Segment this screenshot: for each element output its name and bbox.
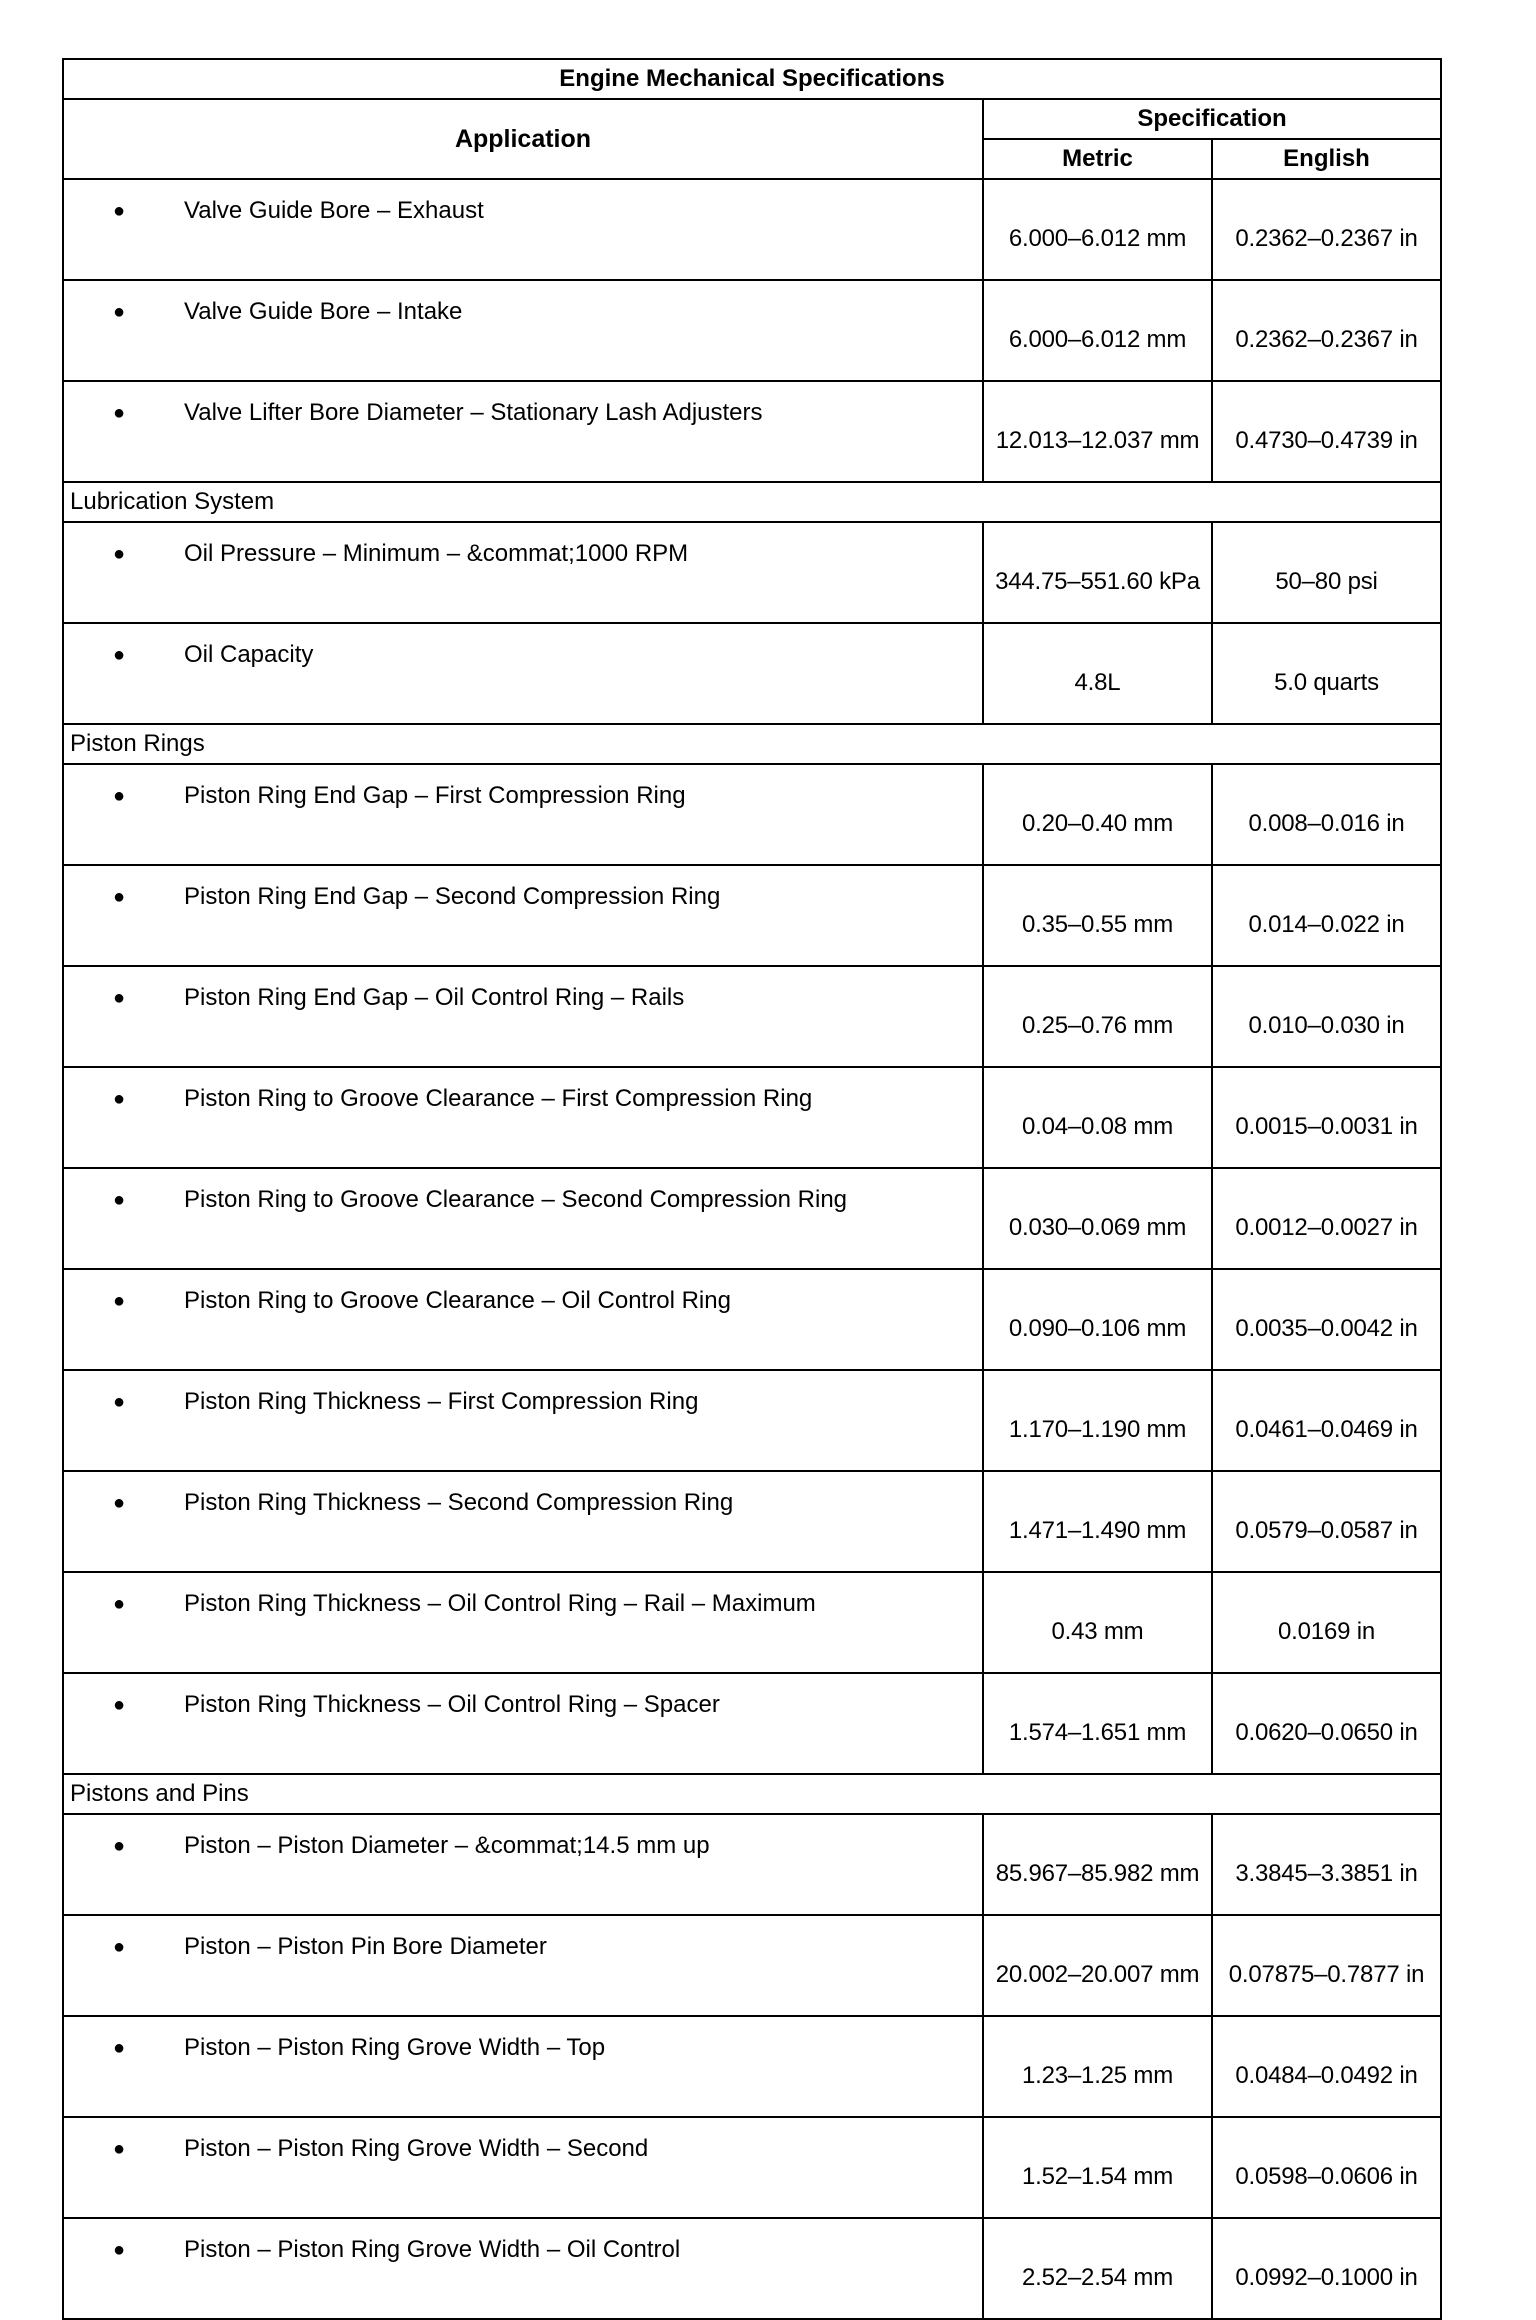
application-text: Piston – Piston Ring Grove Width – Second bbox=[184, 2135, 649, 2162]
metric-value: 0.04–0.08 mm bbox=[983, 1067, 1212, 1168]
bullet-icon: ● bbox=[112, 886, 126, 908]
application-text: Piston Ring Thickness – Oil Control Ring – Spacer bbox=[184, 1691, 720, 1718]
application-cell bbox=[63, 1915, 983, 2016]
english-value: 0.2362–0.2367 in bbox=[1212, 280, 1441, 381]
metric-header: Metric bbox=[983, 139, 1212, 179]
bullet-icon: ● bbox=[112, 301, 126, 323]
application-cell bbox=[63, 2016, 983, 2117]
application-cell bbox=[63, 1471, 983, 1572]
metric-value: 6.000–6.012 mm bbox=[983, 179, 1212, 280]
application-cell bbox=[63, 865, 983, 966]
table-row bbox=[63, 1915, 1441, 2016]
table-row bbox=[63, 1067, 1441, 1168]
spec-table bbox=[62, 58, 1442, 2320]
application-header: Application bbox=[63, 99, 983, 179]
application-cell bbox=[63, 2218, 983, 2319]
english-value: 5.0 quarts bbox=[1212, 623, 1441, 724]
application-text: Piston – Piston Ring Grove Width – Oil Control bbox=[184, 2236, 681, 2263]
bullet-icon: ● bbox=[112, 644, 126, 666]
english-value: 0.0012–0.0027 in bbox=[1212, 1168, 1441, 1269]
section-header-row bbox=[63, 482, 1441, 522]
metric-value: 0.43 mm bbox=[983, 1572, 1212, 1673]
english-value: 0.0015–0.0031 in bbox=[1212, 1067, 1441, 1168]
table-row bbox=[63, 865, 1441, 966]
table-row bbox=[63, 1572, 1441, 1673]
table-row bbox=[63, 381, 1441, 482]
table-row bbox=[63, 1673, 1441, 1774]
english-value: 0.0620–0.0650 in bbox=[1212, 1673, 1441, 1774]
application-text: Piston – Piston Diameter – &commat;14.5 mm up bbox=[184, 1832, 710, 1859]
metric-value: 0.35–0.55 mm bbox=[983, 865, 1212, 966]
bullet-icon: ● bbox=[112, 1835, 126, 1857]
table-body bbox=[63, 179, 1441, 2319]
english-value: 3.3845–3.3851 in bbox=[1212, 1814, 1441, 1915]
application-cell bbox=[63, 1673, 983, 1774]
bullet-icon: ● bbox=[112, 2239, 126, 2261]
application-text: Piston Ring End Gap – First Compression Ring bbox=[184, 782, 686, 809]
application-cell bbox=[63, 966, 983, 1067]
metric-value: 0.20–0.40 mm bbox=[983, 764, 1212, 865]
application-cell bbox=[63, 1067, 983, 1168]
application-cell bbox=[63, 522, 983, 623]
bullet-icon: ● bbox=[112, 1088, 126, 1110]
english-value: 0.0992–0.1000 in bbox=[1212, 2218, 1441, 2319]
metric-value: 2.52–2.54 mm bbox=[983, 2218, 1212, 2319]
section-title: Piston Rings bbox=[63, 724, 1441, 764]
table-row bbox=[63, 1269, 1441, 1370]
metric-value: 344.75–551.60 kPa bbox=[983, 522, 1212, 623]
metric-value: 1.471–1.490 mm bbox=[983, 1471, 1212, 1572]
section-header-row bbox=[63, 1774, 1441, 1814]
section-title: Lubrication System bbox=[63, 482, 1441, 522]
english-value: 50–80 psi bbox=[1212, 522, 1441, 623]
metric-value: 85.967–85.982 mm bbox=[983, 1814, 1212, 1915]
application-cell bbox=[63, 623, 983, 724]
metric-value: 1.23–1.25 mm bbox=[983, 2016, 1212, 2117]
application-text: Piston Ring to Groove Clearance – First Compression Ring bbox=[184, 1085, 813, 1112]
application-cell bbox=[63, 179, 983, 280]
specification-header: Specification bbox=[983, 99, 1441, 139]
application-text: Piston Ring End Gap – Oil Control Ring – Rails bbox=[184, 984, 685, 1011]
bullet-icon: ● bbox=[112, 1694, 126, 1716]
bullet-icon: ● bbox=[112, 1189, 126, 1211]
application-text: Oil Capacity bbox=[184, 641, 314, 668]
bullet-icon: ● bbox=[112, 1290, 126, 1312]
bullet-icon: ● bbox=[112, 2037, 126, 2059]
table-row bbox=[63, 2117, 1441, 2218]
english-value: 0.010–0.030 in bbox=[1212, 966, 1441, 1067]
application-cell bbox=[63, 1370, 983, 1471]
metric-value: 6.000–6.012 mm bbox=[983, 280, 1212, 381]
english-value: 0.0598–0.0606 in bbox=[1212, 2117, 1441, 2218]
metric-value: 4.8L bbox=[983, 623, 1212, 724]
bullet-icon: ● bbox=[112, 785, 126, 807]
section-title: Pistons and Pins bbox=[63, 1774, 1441, 1814]
english-header: English bbox=[1212, 139, 1441, 179]
application-cell bbox=[63, 280, 983, 381]
application-text: Valve Guide Bore – Exhaust bbox=[184, 197, 484, 224]
metric-value: 1.170–1.190 mm bbox=[983, 1370, 1212, 1471]
application-text: Piston Ring to Groove Clearance – Oil Control Ring bbox=[184, 1287, 731, 1314]
metric-value: 0.25–0.76 mm bbox=[983, 966, 1212, 1067]
application-cell bbox=[63, 1269, 983, 1370]
application-text: Piston Ring Thickness – Second Compression Ring bbox=[184, 1489, 734, 1516]
table-row bbox=[63, 1471, 1441, 1572]
bullet-icon: ● bbox=[112, 200, 126, 222]
metric-value: 0.090–0.106 mm bbox=[983, 1269, 1212, 1370]
bullet-icon: ● bbox=[112, 1936, 126, 1958]
table-row bbox=[63, 280, 1441, 381]
bullet-icon: ● bbox=[112, 1492, 126, 1514]
table-row bbox=[63, 2016, 1441, 2117]
application-cell bbox=[63, 1168, 983, 1269]
application-cell bbox=[63, 2117, 983, 2218]
table-row bbox=[63, 623, 1441, 724]
application-text: Piston – Piston Pin Bore Diameter bbox=[184, 1933, 547, 1960]
table-row bbox=[63, 179, 1441, 280]
application-text: Oil Pressure – Minimum – &commat;1000 RPM bbox=[184, 540, 689, 567]
english-value: 0.0035–0.0042 in bbox=[1212, 1269, 1441, 1370]
section-header-row bbox=[63, 724, 1441, 764]
bullet-icon: ● bbox=[112, 987, 126, 1009]
english-value: 0.07875–0.7877 in bbox=[1212, 1915, 1441, 2016]
application-cell bbox=[63, 764, 983, 865]
english-value: 0.0461–0.0469 in bbox=[1212, 1370, 1441, 1471]
english-value: 0.0169 in bbox=[1212, 1572, 1441, 1673]
application-text: Piston Ring End Gap – Second Compression Ring bbox=[184, 883, 721, 910]
metric-value: 1.52–1.54 mm bbox=[983, 2117, 1212, 2218]
english-value: 0.0579–0.0587 in bbox=[1212, 1471, 1441, 1572]
english-value: 0.4730–0.4739 in bbox=[1212, 381, 1441, 482]
table-title: Engine Mechanical Specifications bbox=[63, 59, 1441, 99]
table-row bbox=[63, 1370, 1441, 1471]
table-row bbox=[63, 522, 1441, 623]
english-value: 0.2362–0.2367 in bbox=[1212, 179, 1441, 280]
english-value: 0.014–0.022 in bbox=[1212, 865, 1441, 966]
table-header bbox=[63, 59, 1441, 179]
metric-value: 12.013–12.037 mm bbox=[983, 381, 1212, 482]
bullet-icon: ● bbox=[112, 402, 126, 424]
application-text: Piston Ring Thickness – Oil Control Ring – Rail – Maximum bbox=[184, 1590, 816, 1617]
bullet-icon: ● bbox=[112, 1593, 126, 1615]
application-text: Piston Ring to Groove Clearance – Second Compression Ring bbox=[184, 1186, 848, 1213]
bullet-icon: ● bbox=[112, 543, 126, 565]
table-row bbox=[63, 2218, 1441, 2319]
application-text: Valve Lifter Bore Diameter – Stationary Lash Adjusters bbox=[184, 399, 763, 426]
application-text: Valve Guide Bore – Intake bbox=[184, 298, 463, 325]
table-row bbox=[63, 1814, 1441, 1915]
application-cell bbox=[63, 1572, 983, 1673]
table-row bbox=[63, 764, 1441, 865]
metric-value: 0.030–0.069 mm bbox=[983, 1168, 1212, 1269]
english-value: 0.0484–0.0492 in bbox=[1212, 2016, 1441, 2117]
english-value: 0.008–0.016 in bbox=[1212, 764, 1441, 865]
table-row bbox=[63, 966, 1441, 1067]
application-text: Piston – Piston Ring Grove Width – Top bbox=[184, 2034, 606, 2061]
application-cell bbox=[63, 1814, 983, 1915]
table-row bbox=[63, 1168, 1441, 1269]
metric-value: 20.002–20.007 mm bbox=[983, 1915, 1212, 2016]
metric-value: 1.574–1.651 mm bbox=[983, 1673, 1212, 1774]
application-text: Piston Ring Thickness – First Compression Ring bbox=[184, 1388, 699, 1415]
bullet-icon: ● bbox=[112, 2138, 126, 2160]
application-cell bbox=[63, 381, 983, 482]
bullet-icon: ● bbox=[112, 1391, 126, 1413]
